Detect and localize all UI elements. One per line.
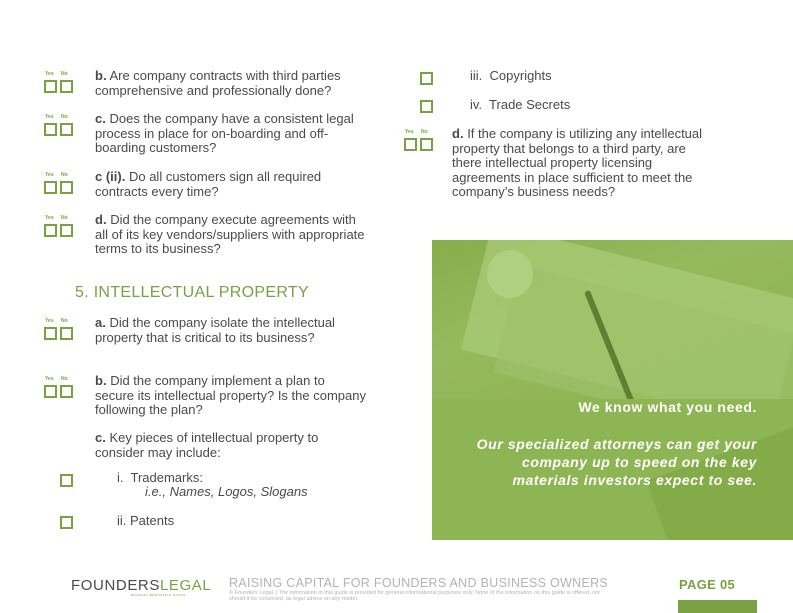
page-number: PAGE 05 [679, 577, 736, 592]
yes-label: Yes [45, 376, 54, 382]
yes-checkbox[interactable] [44, 123, 57, 136]
trade-secrets-checkbox[interactable] [420, 100, 433, 113]
question-isolate-ip: a. Did the company isolate the intellectual property that is critical to its business? [95, 315, 335, 345]
question-contracts-third-parties: b. Are company contracts with third parties comprehensive and professionally done? [95, 68, 341, 98]
no-label: No [61, 114, 68, 120]
yes-label: Yes [405, 129, 414, 135]
yes-checkbox[interactable] [44, 181, 57, 194]
no-label: No [61, 172, 68, 178]
no-label: No [61, 71, 68, 77]
yes-label: Yes [45, 71, 54, 77]
question-customer-contracts: c (ii). Do all customers sign all required contracts every time? [95, 169, 322, 199]
patents-checkbox[interactable] [60, 516, 73, 529]
paper-roll-shape [487, 250, 533, 298]
callout-body: Our specialized attorneys can get your company up to speed on the key materials investors expect to see. [476, 436, 757, 488]
ip-item-trademarks-examples: i.e., Names, Logos, Slogans [145, 484, 308, 499]
ip-item-copyrights: iii. Copyrights [470, 68, 552, 83]
yes-checkbox[interactable] [44, 224, 57, 237]
trademarks-checkbox[interactable] [60, 474, 73, 487]
no-checkbox[interactable] [60, 224, 73, 237]
callout-headline: We know what you need. [578, 399, 757, 415]
question-vendor-agreements: d. Did the company execute agreements with all of its key vendors/suppliers with appropriate terms to its business? [95, 212, 365, 257]
yes-no-checkbox-pair[interactable] [44, 215, 74, 239]
no-label: No [61, 318, 68, 324]
yes-no-checkbox-pair[interactable] [44, 172, 74, 196]
yes-checkbox[interactable] [404, 138, 417, 151]
yes-checkbox[interactable] [44, 327, 57, 340]
ip-item-patents: ii. Patents [117, 513, 175, 528]
question-key-ip: c. Key pieces of intellectual property to consider may include: [95, 430, 319, 460]
no-checkbox[interactable] [60, 385, 73, 398]
no-label: No [61, 376, 68, 382]
yes-no-checkbox-pair[interactable] [44, 318, 74, 342]
yes-checkbox[interactable] [44, 80, 57, 93]
no-checkbox[interactable] [420, 138, 433, 151]
question-onboarding-process: c. Does the company have a consistent legal process in place for on-boarding and off-boarding customers? [95, 111, 354, 156]
no-checkbox[interactable] [60, 327, 73, 340]
page-accent-bar [678, 600, 757, 613]
no-checkbox[interactable] [60, 181, 73, 194]
yes-label: Yes [45, 318, 54, 324]
question-third-party-ip: d. If the company is utilizing any intellectual property that belongs to a third party, are there intellectual property licensing agreements in place sufficient to meet the company’s business needs? [452, 126, 703, 200]
yes-no-checkbox-pair[interactable] [44, 376, 74, 400]
no-label: No [61, 215, 68, 221]
no-label: No [421, 129, 428, 135]
yes-label: Yes [45, 215, 54, 221]
footer-disclaimer: © Founders Legal. | The information in this guide is provided for general informational purposes only. None of the information on this guide is offered, nor should it be construed, as legal advice on any matter. [229, 590, 601, 602]
footer-title: RAISING CAPITAL FOR FOUNDERS AND BUSINESS OWNERS [229, 576, 609, 590]
yes-no-checkbox-pair[interactable] [44, 71, 74, 95]
ip-item-trademarks: i. Trademarks: [117, 470, 203, 485]
yes-label: Yes [45, 172, 54, 178]
yes-no-checkbox-pair[interactable] [44, 114, 74, 138]
yes-no-checkbox-pair[interactable] [404, 129, 434, 153]
founders-legal-logo: FOUNDERSLEGAL [71, 577, 212, 594]
no-checkbox[interactable] [60, 123, 73, 136]
logo-tagline: BRADLEY BERNSTEIN SANDS [131, 593, 186, 597]
callout-photo-panel [432, 240, 793, 540]
yes-checkbox[interactable] [44, 385, 57, 398]
question-ip-plan: b. Did the company implement a plan to secure its intellectual property? Is the company following the plan? [95, 373, 366, 418]
ip-item-trade-secrets: iv. Trade Secrets [470, 97, 571, 112]
section-title: 5. INTELLECTUAL PROPERTY [75, 284, 309, 301]
no-checkbox[interactable] [60, 80, 73, 93]
yes-label: Yes [45, 114, 54, 120]
copyrights-checkbox[interactable] [420, 72, 433, 85]
